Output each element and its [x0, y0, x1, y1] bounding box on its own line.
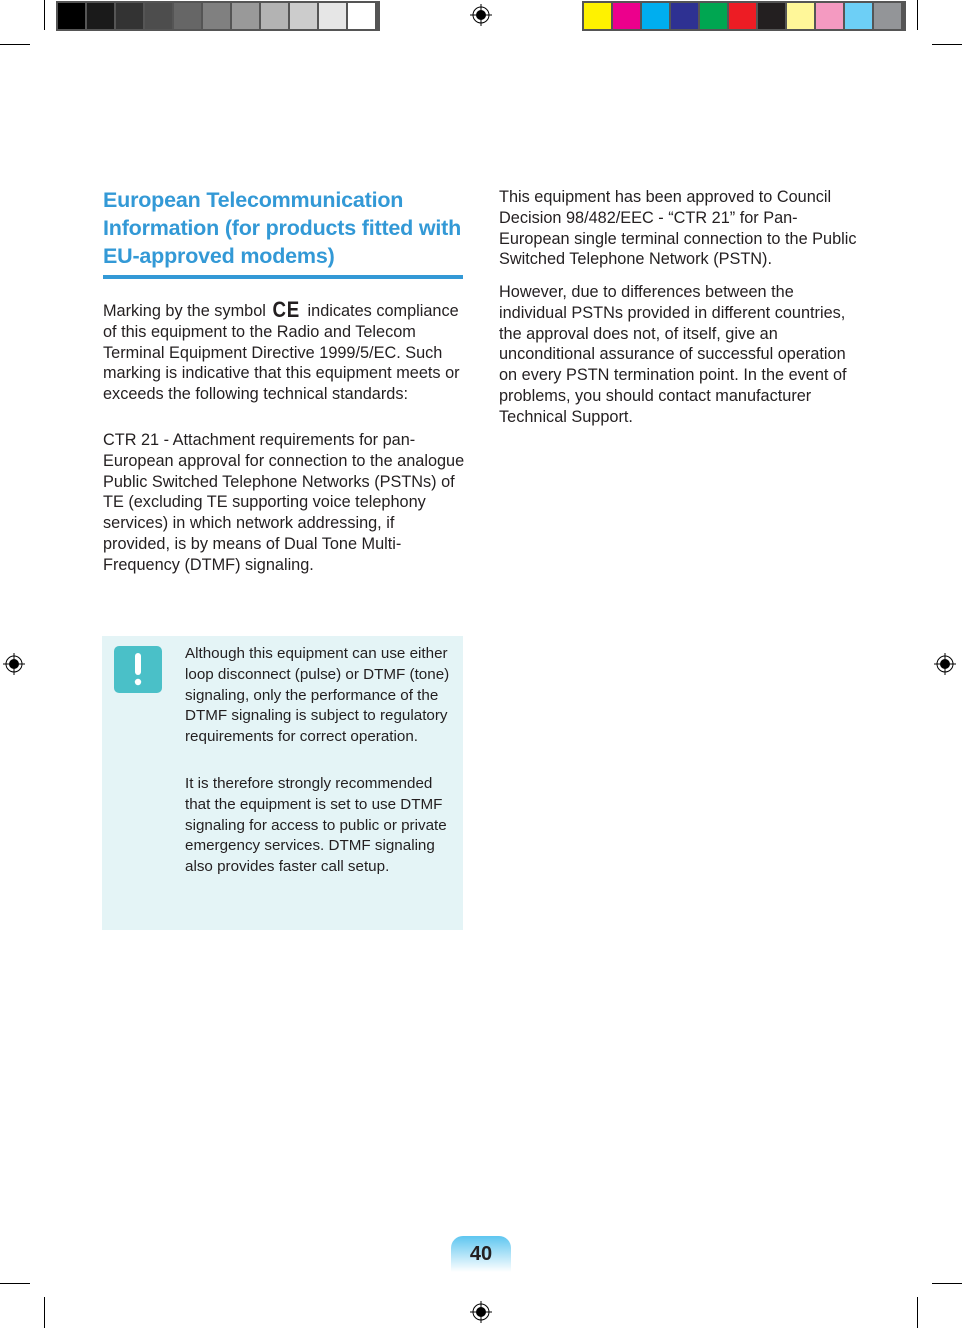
crop-mark — [917, 0, 918, 30]
ce-paragraph-body: compliance of this equipment to the Radio and Telecom Terminal Equipment Directive 1999/5/EC. Such marking is indicative that this equipment meets or exceeds the following technical standards: — [103, 302, 460, 404]
color-swatch — [729, 3, 756, 29]
color-swatch — [584, 3, 611, 29]
grayscale-color-bar — [56, 1, 380, 31]
color-swatch — [671, 3, 698, 29]
crop-mark — [0, 44, 30, 45]
color-swatch — [758, 3, 785, 29]
registration-mark-icon — [470, 1301, 492, 1323]
section-title-line: Information (for products fitted with — [103, 216, 462, 240]
section-title-line: European Telecommunication — [103, 188, 404, 212]
color-swatch — [845, 3, 872, 29]
title-underline — [103, 275, 463, 279]
color-swatch — [787, 3, 814, 29]
ce-marking-paragraph — [103, 297, 465, 405]
section-title — [103, 186, 463, 270]
crop-mark — [44, 1297, 45, 1328]
exclamation-glyph — [133, 653, 143, 687]
note-paragraph-1: Although this equipment can use either loop disconnect (pulse) or DTMF (tone) signaling, only the performance of the DTMF signaling is subject to regulatory requirements for correct operation. — [185, 645, 450, 746]
exclamation-icon — [114, 646, 162, 693]
gray-swatch — [87, 3, 114, 29]
registration-mark-icon — [3, 653, 25, 675]
pstn-differences-paragraph: However, due to differences between the individual PSTNs provided in different countries, the approval does not, of itself, give an unconditional assurance of successful operation on every PSTN termination point. In the event of problems, you should contact manufacturer Technical Support. — [499, 283, 847, 426]
gray-swatch — [261, 3, 288, 29]
gray-swatch — [145, 3, 172, 29]
note-paragraph-2: It is therefore strongly recommended that the equipment is set to use DTMF signaling for access to public or private emergency services. DTMF signaling also provides faster call setup. — [185, 775, 447, 876]
color-swatch — [613, 3, 640, 29]
color-swatch — [642, 3, 669, 29]
ctr21-paragraph: CTR 21 - Attachment requirements for pan-European approval for connection to the analogue Public Switched Telephone Networks (PSTNs) of TE (excluding TE supporting voice telephony services) in which network addressing, if provided, is by means of Dual Tone Multi-Frequency (DTMF) signaling. — [103, 431, 465, 574]
page-number-badge — [451, 1236, 511, 1272]
ce-paragraph-lead: Marking by the symbol — [103, 302, 266, 320]
process-color-bar — [582, 1, 906, 31]
gray-swatch — [232, 3, 259, 29]
gray-swatch — [116, 3, 143, 29]
registration-mark-icon — [470, 4, 492, 26]
council-decision-paragraph: This equipment has been approved to Council Decision 98/482/EEC - “CTR 21” for Pan-European single terminal connection to the Public Switched Telephone Network (PSTN). — [499, 188, 857, 269]
color-swatch — [816, 3, 843, 29]
gray-swatch — [203, 3, 230, 29]
gray-swatch — [319, 3, 346, 29]
crop-mark — [932, 1283, 962, 1284]
crop-mark — [932, 44, 962, 45]
section-title-line: EU-approved modems) — [103, 244, 335, 268]
color-swatch — [700, 3, 727, 29]
crop-mark — [917, 1297, 918, 1328]
color-swatch — [874, 3, 901, 29]
crop-mark — [0, 1283, 30, 1284]
gray-swatch — [290, 3, 317, 29]
gray-swatch — [58, 3, 85, 29]
gray-swatch — [174, 3, 201, 29]
page-number: 40 — [469, 1242, 493, 1265]
registration-mark-icon — [934, 653, 956, 675]
gray-swatch — [348, 3, 375, 29]
crop-mark — [44, 0, 45, 30]
ce-paragraph-lead-end: indicates — [307, 302, 372, 320]
ce-mark-icon: CE — [272, 297, 301, 322]
